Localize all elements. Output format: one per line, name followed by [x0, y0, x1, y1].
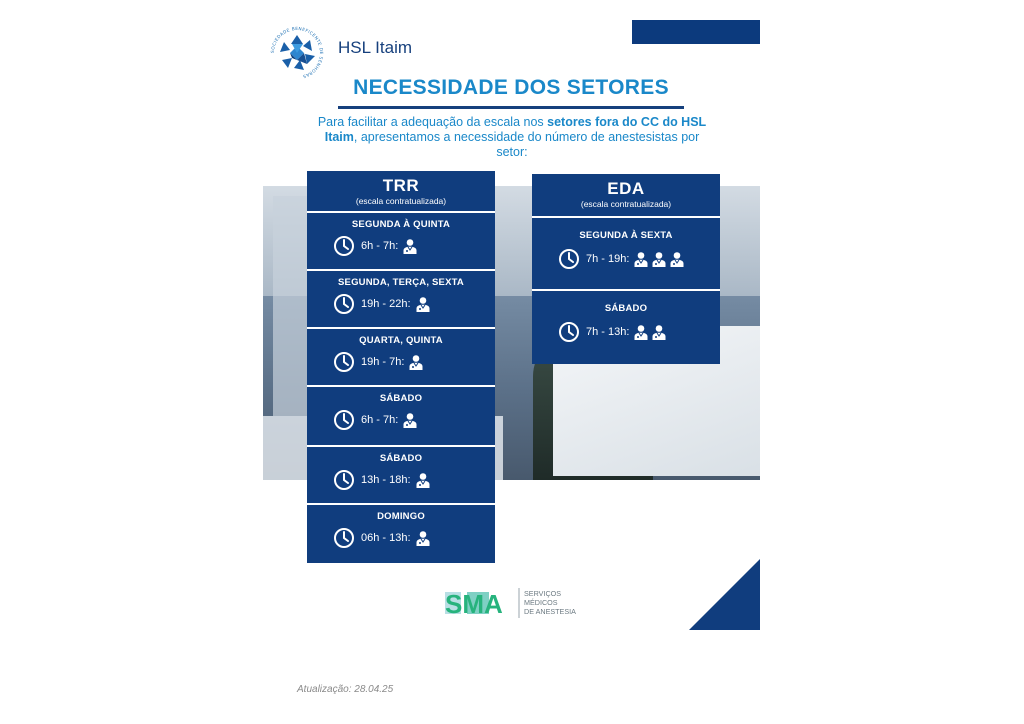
trr-schedule-block: [307, 211, 495, 269]
page-title: NECESSIDADE DOS SETORES: [353, 76, 669, 99]
doctor-icon: [651, 251, 669, 267]
doctor-count: [415, 472, 433, 488]
eda-header: [532, 174, 720, 216]
corner-triangle: [689, 559, 760, 630]
schedule-day: SÁBADO: [379, 393, 423, 404]
title-underline: [338, 106, 684, 109]
schedule-time: 7h - 13h:: [586, 326, 630, 338]
schedule-time: 13h - 18h:: [361, 474, 411, 486]
doctor-count: [402, 238, 420, 254]
schedule-row: [558, 321, 720, 343]
trr-subtitle: (escala contratualizada): [355, 196, 447, 206]
hsl-logo: [270, 26, 324, 80]
sma-line2: MÉDICOS: [524, 598, 558, 607]
eda-subtitle: (escala contratualizada): [580, 199, 672, 209]
schedule-row: [558, 248, 720, 270]
schedule-row: [333, 527, 495, 549]
schedule-day: QUARTA, QUINTA: [359, 335, 443, 346]
intro-part1: Para facilitar a adequação da escala nos: [317, 115, 548, 129]
trr-schedule-block: [307, 503, 495, 563]
schedule-row: [333, 293, 495, 315]
schedule-day: SEGUNDA À SEXTA: [579, 230, 673, 241]
doctor-count: [402, 412, 420, 428]
trr-header: [307, 171, 495, 211]
logo-ring-text: SOCIEDADE BENEFICENTE DE SENHORAS: [270, 26, 324, 79]
doctor-count: [415, 296, 433, 312]
schedule-day: SÁBADO: [379, 453, 423, 464]
clock-icon: [333, 293, 355, 315]
clock-icon: [558, 321, 580, 343]
clock-icon: [333, 235, 355, 257]
trr-column: [307, 171, 495, 563]
brand-name: HSL Itaim: [338, 38, 413, 57]
doctor-icon: [669, 251, 687, 267]
schedule-time: 7h - 19h:: [586, 253, 630, 265]
clock-icon: [333, 527, 355, 549]
schedule-time: 6h - 7h:: [361, 240, 399, 252]
clock-icon: [333, 409, 355, 431]
doctor-icon: [651, 324, 669, 340]
schedule-day: SEGUNDA À QUINTA: [351, 219, 451, 230]
intro-text: [316, 115, 708, 160]
trr-schedule-block: [307, 385, 495, 445]
doctor-icon: [415, 472, 433, 488]
doctor-icon: [415, 296, 433, 312]
trr-schedule-block: [307, 445, 495, 503]
schedule-row: [333, 235, 495, 257]
doctor-icon: [633, 324, 651, 340]
sma-logo-letters: SMA: [445, 589, 503, 619]
trr-title: TRR: [382, 176, 420, 195]
schedule-time: 6h - 7h:: [361, 414, 399, 426]
doctor-count: [415, 530, 433, 546]
doctor-count: [408, 354, 426, 370]
trr-schedule-block: [307, 269, 495, 327]
schedule-day: SÁBADO: [604, 303, 648, 314]
update-date: Atualização: 28.04.25: [297, 684, 394, 695]
schedule-day: SEGUNDA, TERÇA, SEXTA: [338, 277, 464, 288]
eda-schedule-block: [532, 216, 720, 289]
eda-title: EDA: [607, 179, 645, 198]
clock-icon: [333, 351, 355, 373]
schedule-time: 19h - 22h:: [361, 298, 411, 310]
schedule-time: 06h - 13h:: [361, 532, 411, 544]
eda-schedule-block: [532, 289, 720, 364]
intro-part2: , apresentamos a necessidade do número de anestesistas por setor:: [353, 130, 700, 159]
doctor-icon: [402, 238, 420, 254]
clock-icon: [558, 248, 580, 270]
doctor-icon: [633, 251, 651, 267]
schedule-time: 19h - 7h:: [361, 356, 405, 368]
sma-line1: SERVIÇOS: [524, 589, 562, 598]
doctor-icon: [415, 530, 433, 546]
schedule-row: [333, 351, 495, 373]
doctor-count: [633, 251, 687, 267]
doctor-icon: [402, 412, 420, 428]
schedule-row: [333, 469, 495, 491]
sma-logo: [445, 586, 585, 627]
schedule-day: DOMINGO: [377, 511, 425, 522]
intro-bold: setores fora do CC do HSL Itaim: [324, 115, 707, 144]
schedule-row: [333, 409, 495, 431]
clock-icon: [333, 469, 355, 491]
eda-column: [532, 174, 720, 364]
top-accent-bar: [632, 20, 760, 44]
doctor-count: [633, 324, 669, 340]
doctor-icon: [408, 354, 426, 370]
trr-schedule-block: [307, 327, 495, 385]
sma-line3: DE ANESTESIA: [524, 607, 576, 616]
